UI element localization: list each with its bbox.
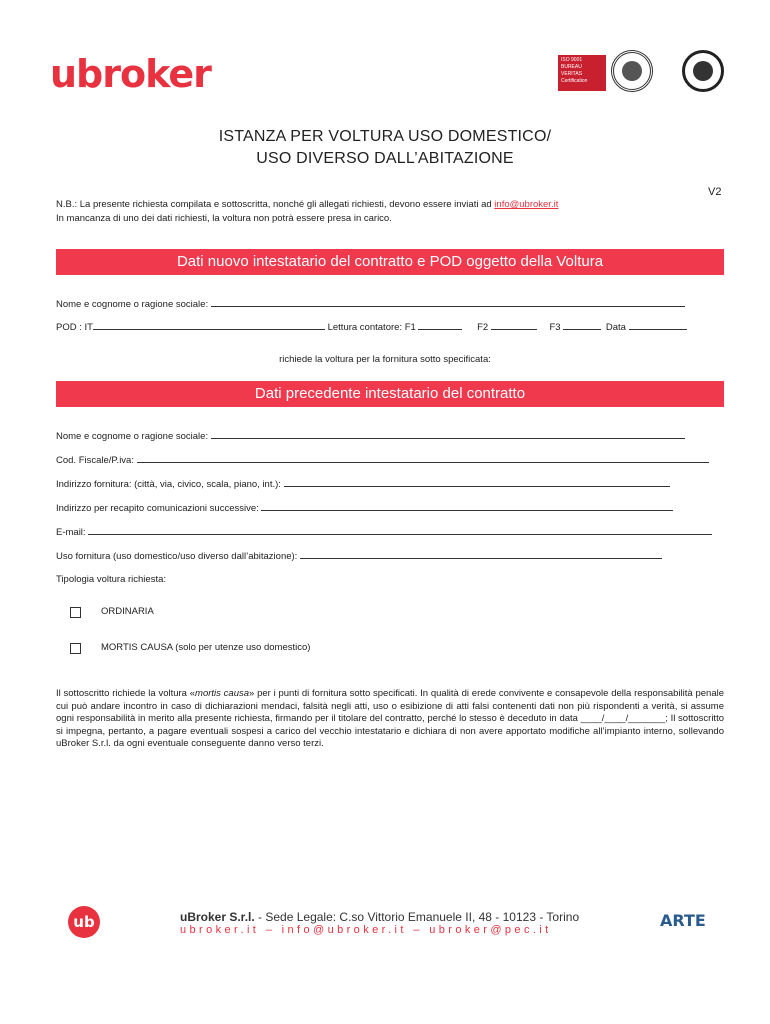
arte-logo	[660, 910, 718, 936]
field-label: Uso fornitura (uso domestico/uso diverso dall’abitazione):	[56, 551, 298, 562]
f2-label: F2	[477, 322, 489, 333]
f1-input[interactable]	[418, 320, 462, 330]
section-heading-new-holder: Dati nuovo intestatario del contratto e POD oggetto della Voltura	[56, 249, 724, 275]
field-label: Indirizzo per recapito comunicazioni successive:	[56, 503, 259, 514]
declaration-italic: mortis causa	[195, 688, 250, 699]
prev-name-field[interactable]	[56, 429, 685, 444]
field-label: E-mail:	[56, 527, 86, 538]
f3-label: F3	[549, 322, 561, 333]
accredia-seal-icon	[682, 50, 724, 92]
pod-row	[56, 320, 687, 335]
supply-address-field[interactable]	[56, 477, 670, 492]
ordinaria-label: ORDINARIA	[101, 606, 154, 617]
footer-contacts: ubroker.it – info@ubroker.it – ubroker@pec.it	[180, 924, 552, 936]
date-input[interactable]	[629, 320, 687, 330]
meter-reading-label: Lettura contatore: F1	[327, 322, 416, 333]
pod-label: POD : IT	[56, 322, 93, 333]
new-holder-name-field[interactable]	[56, 297, 685, 312]
mailing-address-field[interactable]	[56, 501, 673, 516]
field-label: Indirizzo fornitura: (città, via, civico, scala, piano, int.):	[56, 479, 281, 490]
mortis-causa-label: MORTIS CAUSA (solo per utenze uso domestico)	[101, 642, 311, 653]
date-label: Data	[605, 322, 626, 333]
email-field[interactable]	[56, 525, 712, 540]
transfer-type-label: Tipologia voltura richiesta:	[56, 574, 167, 585]
cert-line: BUREAU VERITAS	[561, 64, 583, 77]
ubroker-logo: ubroker	[50, 52, 211, 96]
f2-input[interactable]	[491, 320, 537, 330]
mortis-causa-checkbox[interactable]	[70, 643, 81, 654]
bureau-veritas-certification-badge	[558, 55, 606, 91]
request-note: richiede la voltura per la fornitura sotto specificata:	[279, 354, 491, 365]
f3-input[interactable]	[563, 320, 601, 330]
notice-text	[56, 198, 716, 226]
declaration-paragraph	[56, 688, 724, 751]
arte-text: ARTE	[660, 911, 706, 930]
pod-input[interactable]	[93, 320, 325, 330]
supply-use-field[interactable]	[56, 549, 662, 564]
title-line-2: USO DIVERSO DALL’ABITAZIONE	[256, 150, 514, 167]
ub-footer-logo: ub	[68, 906, 100, 938]
title-line-1: ISTANZA PER VOLTURA USO DOMESTICO/	[218, 128, 552, 145]
notice-line-1: N.B.: La presente richiesta compilata e sottoscritta, nonché gli allegati richiesti, devono essere inviati ad	[56, 199, 495, 210]
cert-line: ISO 9001	[561, 57, 583, 63]
notice-line-2: In mancanza di uno dei dati richiesti, la voltura non potrà essere presa in carico.	[56, 213, 392, 224]
section-heading-previous-holder: Dati precedente intestatario del contratto	[56, 381, 724, 407]
ordinaria-checkbox[interactable]	[70, 607, 81, 618]
declaration-text: Il sottoscritto richiede la voltura «	[56, 688, 196, 699]
cert-line: Certification	[561, 78, 588, 84]
field-label: Nome e cognome o ragione sociale:	[56, 299, 209, 310]
tax-code-field[interactable]	[56, 453, 709, 468]
email-link[interactable]: info@ubroker.it	[494, 199, 559, 210]
field-label: Nome e cognome o ragione sociale:	[56, 431, 209, 442]
company-address: - Sede Legale: C.so Vittorio Emanuele II, 48 - 10123 - Torino	[254, 910, 580, 924]
footer-address	[180, 910, 579, 924]
company-name: uBroker S.r.l.	[180, 910, 255, 924]
field-label: Cod. Fiscale/P.iva:	[56, 455, 134, 466]
version-label: V2	[708, 186, 722, 198]
declaration-text: » per i punti di fornitura sotto specificati. In qualità di erede convivente e consapevole della responsabilità penale cui può andare incontro in caso di dichiarazioni mendaci, falsità negli atti, uso o esibizione di atti falsi contenenti dati non più rispondenti a verità, si assume ogni responsabilità in merito alla presente richiesta, firmando per il titolare del contratto, perché lo stesso è deceduto in data ____/____/_______; Il sottoscritto si impegna, pertanto, a pagare eventuali sospesi a carico del vecchio intestatario e dichiara di non avere apportato modifiche all’impianto interno, sollevando uBroker S.r.l. da ogni eventuale conseguente danno verso terzi.	[56, 688, 724, 749]
certification-seal-icon	[611, 50, 653, 92]
document-title	[0, 126, 770, 170]
